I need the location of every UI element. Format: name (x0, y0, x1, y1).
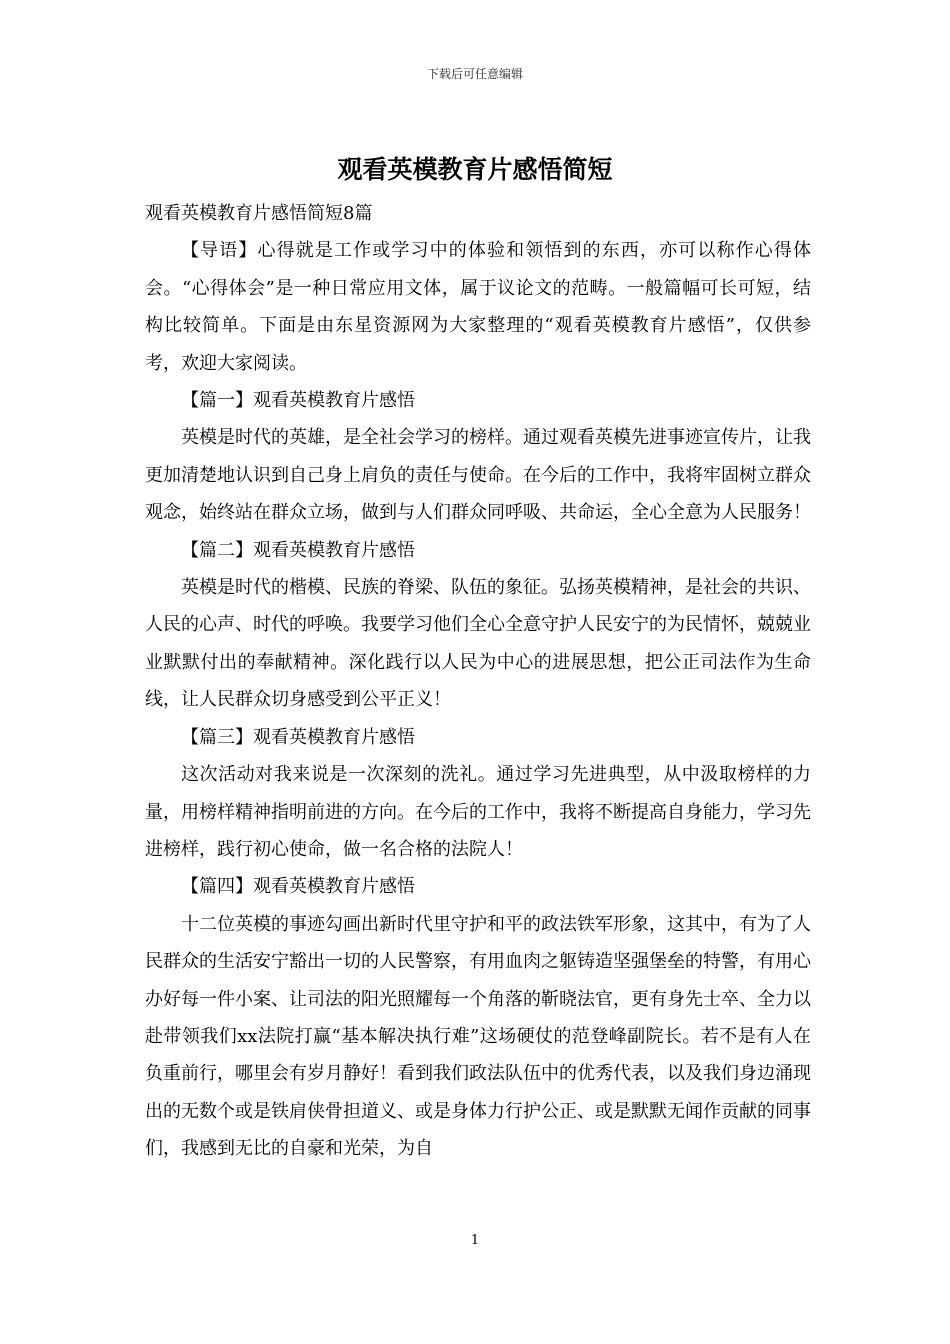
section-heading: 【篇一】观看英模教育片感悟 (181, 390, 415, 412)
document-title: 观看英模教育片感悟简短 (337, 155, 613, 184)
page-header: 下载后可任意编辑 (426, 67, 523, 81)
document-subtitle: 观看英模教育片感悟简短8篇 (145, 203, 373, 224)
section-heading: 【篇四】观看英模教育片感悟 (181, 876, 415, 898)
intro-paragraph: 【导语】心得就是工作或学习中的体验和领悟到的东西，亦可以称作心得体会。“心得体会”是一种日常应用文体，属于议论文的范畴。一般篇幅可长可短，结构比较简单。下面是由东星资源网为大家整理的“观看英模教育片感悟”，仅供参考，欢迎大家阅读。 (145, 240, 811, 374)
section-paragraph: 这次活动对我来说是一次深刻的洗礼。通过学习先进典型，从中汲取榜样的力量，用榜样精神指明前进的方向。在今后的工作中，我将不断提高自身能力，学习先进榜样，践行初心使命，做一名合格的法院人！ (145, 764, 811, 860)
section-paragraph: 英模是时代的英雄，是全社会学习的榜样。通过观看英模先进事迹宣传片，让我更加清楚地认识到自己身上肩负的责任与使命。在今后的工作中，我将牢固树立群众观念，始终站在群众立场，做到与人们群众同呼吸、共命运，全心全意为人民服务！ (145, 427, 811, 524)
document-body (145, 195, 811, 1168)
section-heading: 【篇三】观看英模教育片感悟 (181, 726, 415, 748)
section-heading: 【篇二】观看英模教育片感悟 (181, 539, 415, 561)
section-paragraph: 十二位英模的事迹勾画出新时代里守护和平的政法铁军形象，这其中，有为了人民群众的生活安宁豁出一切的人民警察，有用血肉之躯铸造坚强堡垒的特警，有用心办好每一件小案、让司法的阳光照耀每一个角落的靳晓法官，更有身先士卒、全力以赴带领我们xx法院打赢“基本解决执行难”这场硬仗的范登峰副院长。若不是有人在负重前行，哪里会有岁月静好！看到我们政法队伍中的优秀代表，以及我们身边涌现出的无数个或是铁肩侠骨担道义、或是身体力行护公正、或是默默无闻作贡献的同事们，我感到无比的自豪和光荣，为自 (145, 913, 811, 1160)
section-paragraph: 英模是时代的楷模、民族的脊梁、队伍的象征。弘扬英模精神，是社会的共识、人民的心声、时代的呼唤。我要学习他们全心全意守护人民安宁的为民情怀，兢兢业业默默付出的奉献精神。深化践行以人民为中心的进展思想，把公正司法作为生命线，让人民群众切身感受到公平正义！ (145, 577, 811, 711)
page-number: 1 (470, 1233, 480, 1248)
